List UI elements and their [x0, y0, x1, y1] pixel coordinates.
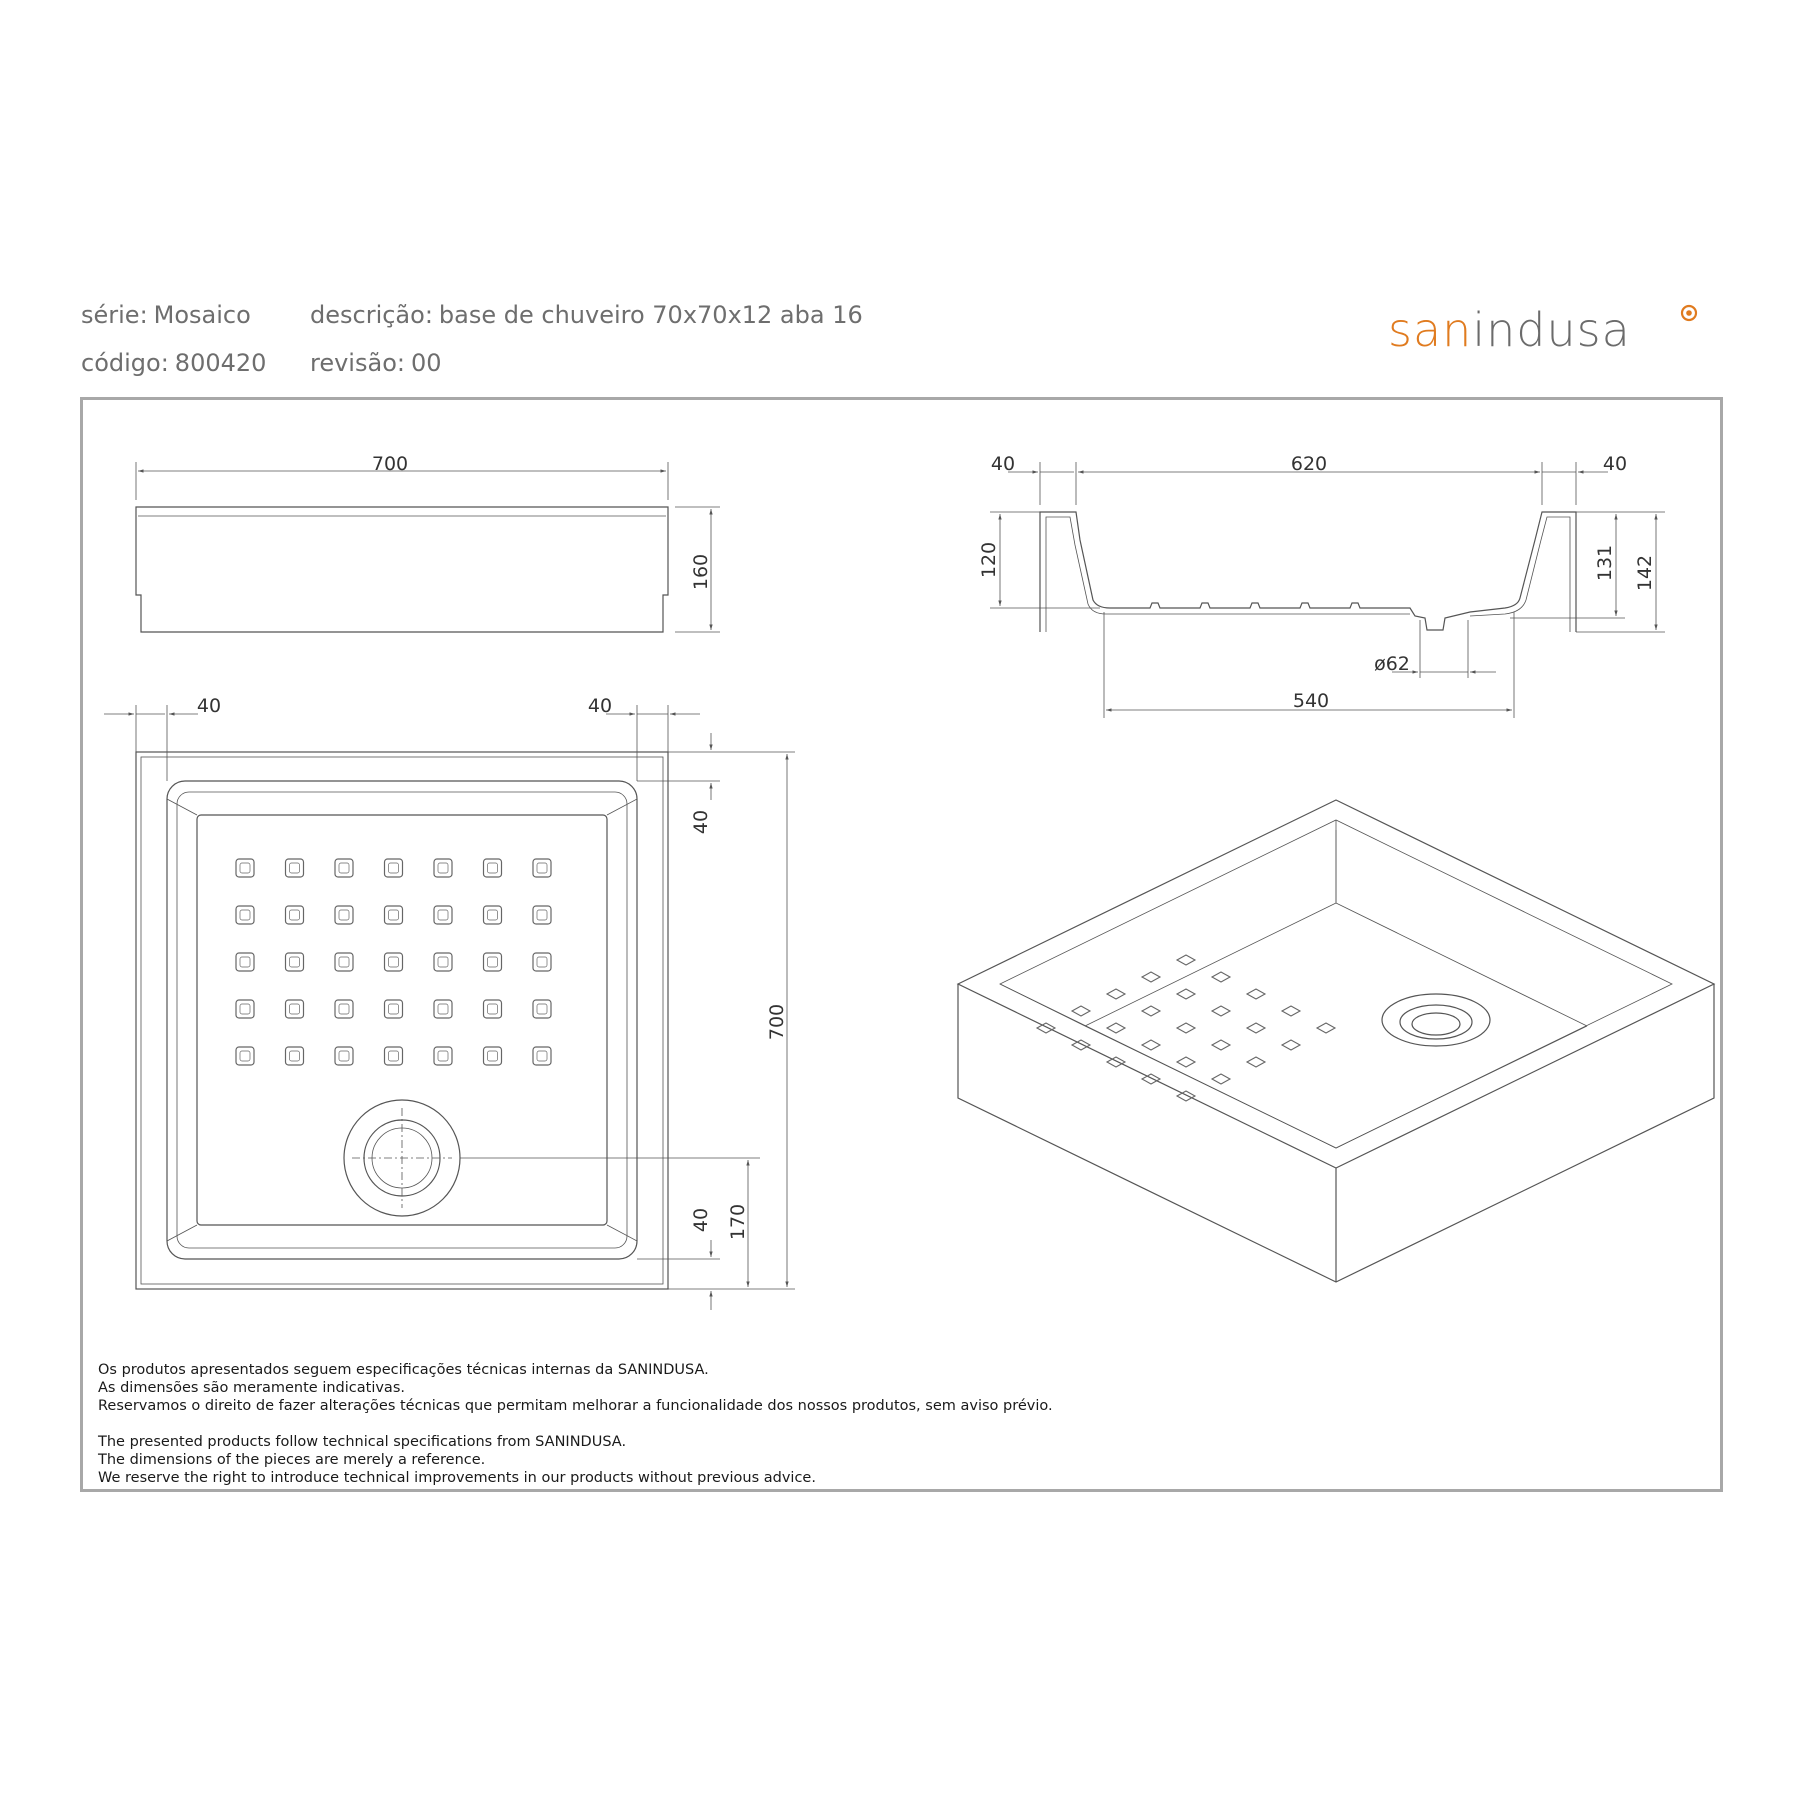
section-view: [990, 462, 1665, 718]
drain-slot-inner: [389, 1004, 399, 1014]
note-en-line: The presented products follow technical specifications from SANINDUSA.: [98, 1434, 627, 1450]
dim-section-height-142: 142: [1634, 554, 1656, 592]
iso-drain-slot-icon: [1142, 972, 1160, 982]
iso-drain-slot-icon: [1212, 972, 1230, 982]
drain-slot-icon: [385, 1000, 403, 1018]
drain-slot-inner: [339, 1051, 349, 1061]
drain-slot-icon: [533, 859, 551, 877]
drain-slot-inner: [240, 957, 250, 967]
drain-slot-inner: [339, 910, 349, 920]
front-view: [136, 462, 720, 632]
drain-slot-inner: [438, 1051, 448, 1061]
dim-section-depth-inner: 120: [978, 541, 1000, 579]
dim-section-base-width: 540: [1292, 690, 1330, 712]
drain-slot-inner: [389, 1051, 399, 1061]
drain-slot-inner: [389, 957, 399, 967]
drain-slot-icon: [484, 859, 502, 877]
iso-drain-slot-icon: [1247, 1023, 1265, 1033]
dim-section-drain-diameter: ø62: [1374, 653, 1410, 675]
drain-slot-inner: [290, 910, 300, 920]
drain-slot-inner: [488, 1004, 498, 1014]
drain-slot-icon: [434, 953, 452, 971]
iso-drain-slot-icon: [1177, 989, 1195, 999]
drain-slot-inner: [537, 1051, 547, 1061]
drain-slot-icon: [533, 1047, 551, 1065]
notes-portuguese: [98, 1361, 1053, 1415]
drain-slot-icon: [533, 906, 551, 924]
drain-slot-icon: [335, 906, 353, 924]
drain-slot-icon: [286, 953, 304, 971]
drain-slot-icon: [286, 1047, 304, 1065]
drain-slot-icon: [533, 953, 551, 971]
drain-slot-inner: [537, 863, 547, 873]
drain-slot-icon: [484, 906, 502, 924]
drain-slot-inner: [438, 957, 448, 967]
drain-slot-inner: [537, 957, 547, 967]
drain-slot-inner: [339, 957, 349, 967]
drain-slot-icon: [484, 1000, 502, 1018]
iso-drain-slot-icon: [1177, 1023, 1195, 1033]
plan-drainage-pattern: [236, 859, 551, 1065]
drain-slot-inner: [389, 863, 399, 873]
drain-slot-inner: [240, 863, 250, 873]
iso-drain-slot-icon: [1282, 1006, 1300, 1016]
drain-slot-inner: [438, 1004, 448, 1014]
note-pt-line: Os produtos apresentados seguem especificações técnicas internas da SANINDUSA.: [98, 1362, 709, 1378]
drain-slot-icon: [236, 1000, 254, 1018]
drain-slot-icon: [484, 1047, 502, 1065]
drain-slot-inner: [537, 910, 547, 920]
codigo-label: código:: [81, 349, 169, 377]
dim-section-height-131: 131: [1594, 544, 1616, 582]
serie-label: série:: [81, 301, 148, 329]
drain-slot-icon: [236, 906, 254, 924]
drain-slot-icon: [286, 1000, 304, 1018]
iso-drain-slot-icon: [1212, 1006, 1230, 1016]
iso-drain-slot-icon: [1177, 955, 1195, 965]
dim-plan-right-rim: 40: [587, 695, 613, 717]
iso-drain-slot-icon: [1282, 1040, 1300, 1050]
descricao-label: descrição:: [310, 301, 433, 329]
descricao-value: base de chuveiro 70x70x12 aba 16: [438, 301, 863, 329]
drain-slot-icon: [335, 859, 353, 877]
drain-slot-icon: [385, 906, 403, 924]
serie-value: Mosaico: [153, 301, 251, 329]
drain-slot-inner: [240, 1051, 250, 1061]
iso-drain-slot-icon: [1142, 1006, 1160, 1016]
notes-english: [98, 1433, 816, 1487]
drain-slot-inner: [240, 910, 250, 920]
dim-plan-top-rim: 40: [690, 809, 712, 835]
drain-slot-icon: [335, 953, 353, 971]
codigo-value: 800420: [174, 349, 267, 377]
iso-drain-slot-icon: [1107, 1023, 1125, 1033]
drain-slot-inner: [290, 957, 300, 967]
dim-plan-drain-offset: 170: [727, 1203, 749, 1241]
dim-front-height: 160: [690, 553, 712, 591]
drain-slot-inner: [240, 1004, 250, 1014]
revisao-value: 00: [410, 349, 442, 377]
drain-slot-inner: [339, 863, 349, 873]
drain-slot-inner: [389, 910, 399, 920]
plan-view: [136, 752, 760, 1289]
iso-drain-slot-icon: [1177, 1057, 1195, 1067]
dim-section-right-rim: 40: [1602, 453, 1628, 475]
iso-drain-slot-icon: [1212, 1040, 1230, 1050]
iso-drain-slot-icon: [1317, 1023, 1335, 1033]
logo-part1: san: [1388, 303, 1473, 357]
dim-plan-depth: 700: [766, 1003, 788, 1041]
drain-slot-inner: [488, 863, 498, 873]
isometric-view: [958, 800, 1714, 1282]
iso-drain-slot-icon: [1212, 1074, 1230, 1084]
drain-slot-icon: [236, 859, 254, 877]
drain-slot-inner: [290, 1051, 300, 1061]
drain-slot-inner: [339, 1004, 349, 1014]
dim-section-inner-width: 620: [1290, 453, 1328, 475]
revisao-label: revisão:: [310, 349, 405, 377]
note-en-line: We reserve the right to introduce technical improvements in our products without previous advice.: [98, 1470, 816, 1486]
drain-slot-inner: [488, 1051, 498, 1061]
drain-slot-icon: [236, 1047, 254, 1065]
drain-slot-icon: [385, 953, 403, 971]
note-pt-line: As dimensões são meramente indicativas.: [98, 1380, 405, 1396]
note-en-line: The dimensions of the pieces are merely a reference.: [98, 1452, 486, 1468]
drain-slot-icon: [286, 906, 304, 924]
drain-slot-icon: [434, 1000, 452, 1018]
dim-plan-left-rim: 40: [196, 695, 222, 717]
logo-part2: indusa: [1472, 303, 1631, 357]
drain-slot-icon: [385, 859, 403, 877]
note-pt-line: Reservamos o direito de fazer alterações técnicas que permitam melhorar a funcionalidade dos nossos produtos, sem aviso prévio.: [98, 1398, 1053, 1414]
iso-drain-slot-icon: [1037, 1023, 1055, 1033]
iso-drain-slot-icon: [1247, 989, 1265, 999]
drain-slot-icon: [434, 859, 452, 877]
drain-slot-icon: [385, 1047, 403, 1065]
iso-drain-slot-icon: [1072, 1006, 1090, 1016]
drain-slot-inner: [438, 910, 448, 920]
drain-slot-icon: [335, 1000, 353, 1018]
drain-slot-inner: [488, 957, 498, 967]
iso-drain-slot-icon: [1247, 1057, 1265, 1067]
drain-slot-icon: [533, 1000, 551, 1018]
drain-slot-inner: [290, 1004, 300, 1014]
drain-slot-inner: [438, 863, 448, 873]
drain-slot-icon: [434, 1047, 452, 1065]
dim-front-width: 700: [371, 453, 409, 475]
drain-slot-inner: [537, 1004, 547, 1014]
drain-slot-icon: [434, 906, 452, 924]
drain-slot-icon: [286, 859, 304, 877]
drain-slot-inner: [290, 863, 300, 873]
drain-slot-icon: [484, 953, 502, 971]
dim-plan-bottom-rim: 40: [690, 1207, 712, 1233]
iso-drain-slot-icon: [1142, 1040, 1160, 1050]
iso-drain-slot-icon: [1107, 989, 1125, 999]
drain-slot-inner: [488, 910, 498, 920]
dim-section-left-rim: 40: [990, 453, 1016, 475]
iso-drain-slot-icon: [1072, 1040, 1090, 1050]
drain-slot-icon: [236, 953, 254, 971]
drain-slot-icon: [335, 1047, 353, 1065]
